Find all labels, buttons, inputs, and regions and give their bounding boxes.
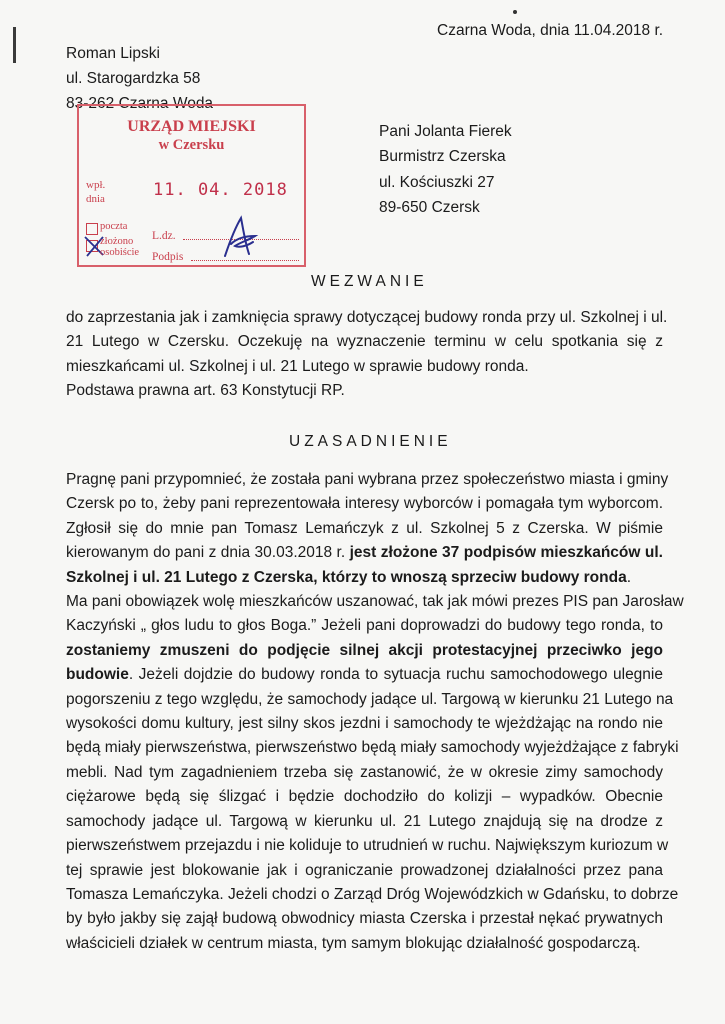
- ink-dot: [513, 10, 517, 14]
- stamp-ldz-label: L.dz.: [152, 230, 176, 242]
- summons-line: do zaprzestania jak i zamknięcia sprawy dotyczącej budowy ronda przy ul. Szkolnej i ul.: [66, 309, 668, 326]
- justification-line: [66, 566, 663, 590]
- stamp-received-label-1: wpł.: [86, 179, 106, 191]
- justification-line: tej sprawie jest blokowanie jak i ograniczanie prowadzonej działalności przez pana: [66, 861, 663, 879]
- place-date: Czarna Woda, dnia 11.04.2018 r.: [437, 22, 664, 39]
- justification-line-part: .: [626, 568, 632, 586]
- summons-line: mieszkańcami ul. Szkolnej i ul. 21 Lutego w sprawie budowy ronda.: [66, 357, 529, 375]
- margin-mark: [13, 27, 16, 63]
- handwritten-signature: [219, 214, 259, 260]
- sender-street: ul. Starogardzka 58: [66, 70, 201, 87]
- justification-line: [66, 639, 663, 663]
- recipient-street: ul. Kościuszki 27: [379, 174, 495, 191]
- stamp-signature-label: Podpis: [152, 251, 184, 263]
- justification-heading: UZASADNIENIE: [289, 433, 452, 450]
- legal-basis: Podstawa prawna art. 63 Konstytucji RP.: [66, 382, 345, 400]
- justification-line: [66, 541, 663, 565]
- stamp-subtitle: w Czersku: [158, 137, 225, 153]
- justification-line: Kaczyński „ głos ludu to głos Boga.” Jeżeli pani doprowadzi do budowy tego ronda, to: [66, 617, 663, 635]
- justification-line: pogorszeniu z tego względu, że samochody jadące ul. Targową w kierunku 21 Lutego na: [66, 690, 674, 708]
- justification-line: mebli. Nad tym zagadnieniem trzeba się zastanowić, że w okresie zimy samochody: [66, 763, 663, 781]
- stamp-option-mail: poczta: [100, 221, 128, 232]
- justification-line: Czersk po to, żeby pani reprezentowała interesy wyborców i pomagała tym wyborcom.: [66, 495, 663, 513]
- stamp-signature-line: [191, 260, 299, 261]
- summons-heading: WEZWANIE: [311, 273, 428, 290]
- justification-line: Zgłosił się do mnie pan Tomasz Lemańczyk z ul. Szkolnej 5 z Czerska. W piśmie: [66, 519, 663, 537]
- recipient-name: Pani Jolanta Fierek: [379, 123, 512, 140]
- justification-line: właścicieli działek w centrum miasta, tym samym blokując działalność gospodarczą.: [66, 934, 641, 952]
- sender-name: Roman Lipski: [66, 45, 160, 62]
- stamp-title: URZĄD MIEJSKI: [127, 118, 256, 135]
- recipient-title: Burmistrz Czerska: [379, 148, 506, 165]
- summons-line: 21 Lutego w Czersku. Oczekuję na wyznaczenie terminu w celu spotkania się z: [66, 333, 663, 351]
- justification-line: Tomasza Lemańczyka. Jeżeli chodzi o Zarząd Dróg Wojewódzkich w Gdańsku, to dobrze: [66, 885, 679, 903]
- justification-line-bold: Szkolnej i ul. 21 Lutego z Czerska, którzy to wnoszą sprzeciw budowy ronda: [66, 568, 627, 586]
- stamp-option-personal: [100, 236, 139, 258]
- justification-body: [66, 468, 684, 956]
- justification-line: wysokości domu kultury, jest silny skos jezdni i samochody te wjeżdżając na rondo nie: [66, 715, 663, 733]
- justification-line: Pragnę pani przypomnieć, że została pani wybrana przez społeczeństwo miasta i gminy: [66, 471, 669, 488]
- justification-line: pierwszeństwem przejazdu i nie koliduje to utrudnień w ruchu. Największym kuriozum w: [66, 837, 669, 855]
- stamp-option-personal-1: złożono: [100, 236, 134, 247]
- stamp-option-personal-2: osobiście: [100, 247, 140, 258]
- stamp-received-label: [86, 178, 105, 206]
- justification-line: Ma pani obowiązek wolę mieszkańców uszanować, tak jak mówi prezes PIS pan Jarosław: [66, 593, 684, 611]
- justification-line-bold: budowie: [66, 666, 129, 684]
- stamp-received-label-2: dnia: [86, 193, 105, 205]
- recipient-city: 89-650 Czersk: [379, 199, 480, 216]
- justification-line-part: . Jeżeli dojdzie do budowy ronda to sytuacja ruchu samochodowego ulegnie: [128, 666, 663, 684]
- summons-body: [66, 306, 668, 404]
- justification-line: by było jakby się zajął budową obwodnicy miasta Czerska i przestał nękać prywatnych: [66, 910, 663, 928]
- justification-line: samochody jadące ul. Targową w kierunku ul. 21 Lutego znajdują się na drodze z: [66, 812, 663, 830]
- justification-line: będą miały pierwszeństwa, pierwszeństwo będą miały samochody wyjeżdżające z fabryki: [66, 739, 679, 757]
- justification-line-bold: zostaniemy zmuszeni do podjęcie silnej akcji protestacyjnej przeciwko jego: [66, 641, 663, 659]
- justification-line: [66, 663, 663, 687]
- stamp-received-date: 11. 04. 2018: [153, 180, 288, 200]
- justification-line-part: kierowanym do pani z dnia 30.03.2018 r.: [66, 544, 346, 562]
- justification-line: ciężarowe będą się ślizgać i będzie dochodziło do kolizji – wypadków. Obecnie: [66, 788, 663, 806]
- registry-stamp: [77, 104, 306, 267]
- justification-line-bold: jest złożone 37 podpisów mieszkańców ul.: [349, 544, 663, 562]
- sender-city: 83-262 Czarna Woda: [66, 95, 214, 112]
